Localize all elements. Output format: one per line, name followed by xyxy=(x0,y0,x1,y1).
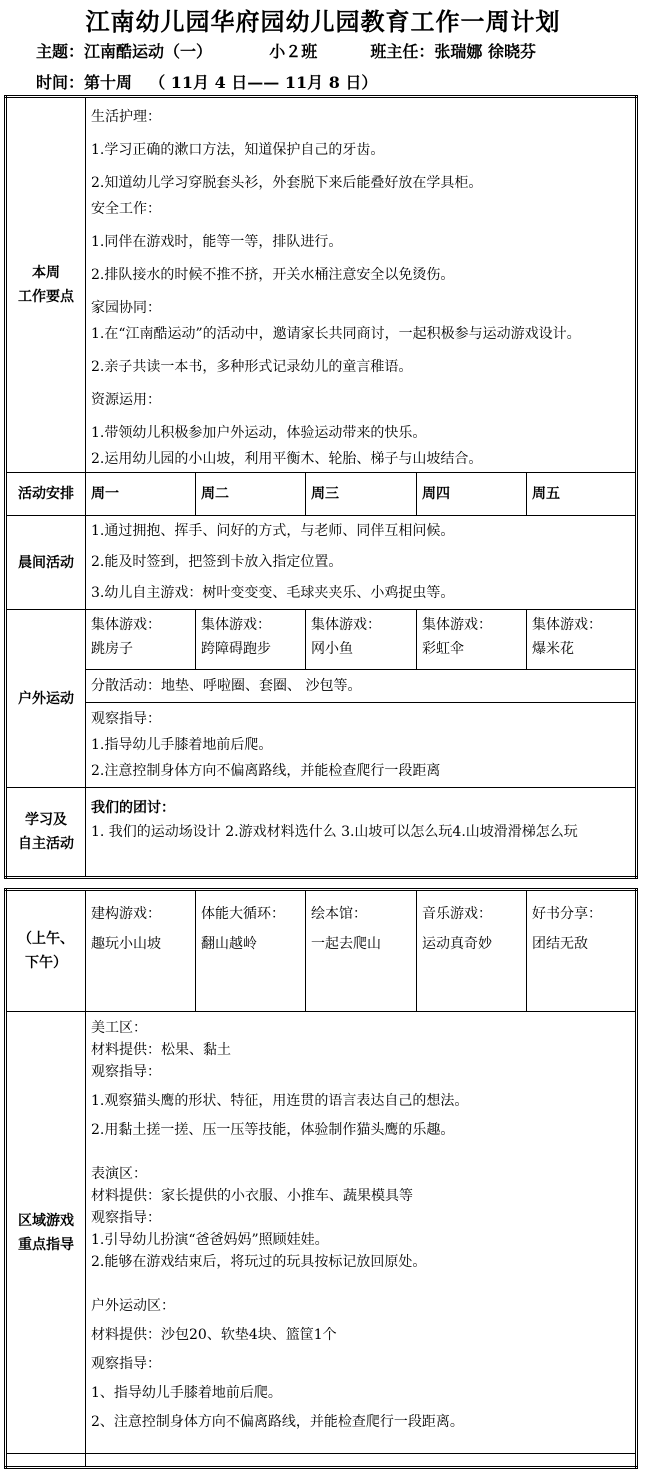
schedule-label: 活动安排 xyxy=(6,473,86,516)
activity-name: 趣玩小山坡 xyxy=(91,936,161,952)
activity-cell xyxy=(306,890,417,1012)
sport-materials: 材料提供：沙包20、软垫4块、篮筐1个 xyxy=(91,1327,337,1343)
outdoor-observe-line: 1.指导幼儿手膝着地前后爬。 xyxy=(91,737,273,753)
trailing-cell xyxy=(86,1454,637,1468)
key-point-line: 1.在“江南酷运动”的活动中，邀请家长共同商讨，一起积极参与运动游戏设计。 xyxy=(91,326,581,342)
study-label-line2: 自主活动 xyxy=(18,836,74,852)
group-game-cell xyxy=(196,610,306,670)
activity-name: 一起去爬山 xyxy=(311,936,381,952)
week-value: 第十周 xyxy=(84,73,133,92)
theme-line xyxy=(36,39,536,62)
group-game-name: 跨障碍跑步 xyxy=(201,641,271,657)
activity-cell xyxy=(196,890,306,1012)
theme-value: 江南酷运动（一） xyxy=(84,42,213,61)
group-game-title: 集体游戏： xyxy=(311,617,381,633)
activity-name: 翻山越岭 xyxy=(201,936,257,952)
group-game-name: 彩虹伞 xyxy=(422,641,464,657)
scattered-activities: 分散活动：地垫、呼啦圈、套圈、 沙包等。 xyxy=(86,670,637,703)
key-points-label xyxy=(6,97,86,473)
key-point-line: 安全工作： xyxy=(91,201,161,217)
theme-label: 主题： xyxy=(36,42,85,61)
teacher-names: 张瑞娜 徐晓芬 xyxy=(434,42,536,61)
art-observe: 观察指导： xyxy=(91,1064,161,1080)
key-points-label-line2: 工作要点 xyxy=(18,289,74,305)
key-points-row xyxy=(6,97,637,473)
outdoor-observe-row xyxy=(6,703,637,788)
activity-cell xyxy=(86,890,196,1012)
activity-title: 音乐游戏： xyxy=(422,906,492,922)
page-title: 江南幼儿园华府园幼儿园教育工作一周计划 xyxy=(85,7,561,36)
weekly-plan-table-lower xyxy=(4,888,638,1469)
key-points-content xyxy=(86,97,637,473)
art-observe-line: 1.观察猫头鹰的形状、特征，用连贯的语言表达自己的想法。 xyxy=(91,1093,469,1109)
key-point-line: 2.亲子共读一本书，多种形式记录幼儿的童言稚语。 xyxy=(91,359,413,375)
key-point-line: 1.学习正确的漱口方法，知道保护自己的牙齿。 xyxy=(91,142,385,158)
period-label-line2: 下午） xyxy=(25,955,67,971)
key-point-line: 资源运用： xyxy=(91,392,161,408)
sport-title: 户外运动区： xyxy=(91,1298,175,1314)
day-wednesday: 周三 xyxy=(306,473,417,516)
day-thursday: 周四 xyxy=(417,473,527,516)
time-label: 时间： xyxy=(36,73,85,92)
area-label-line1: 区域游戏 xyxy=(18,1212,74,1229)
group-game-cell xyxy=(417,610,527,670)
period-label xyxy=(6,890,86,1012)
outdoor-label: 户外运动 xyxy=(6,610,86,788)
key-point-line: 家园协同： xyxy=(91,300,161,316)
study-content xyxy=(86,788,637,878)
schedule-row xyxy=(6,473,637,516)
sport-observe: 观察指导： xyxy=(91,1356,161,1372)
trailing-row xyxy=(6,1454,637,1468)
art-title: 美工区： xyxy=(91,1020,147,1036)
time-line xyxy=(36,70,377,93)
activity-title: 体能大循环： xyxy=(201,906,285,922)
group-game-title: 集体游戏： xyxy=(532,617,602,633)
area-row xyxy=(6,1012,637,1454)
study-label-line1: 学习及 xyxy=(25,812,67,828)
study-row xyxy=(6,788,637,878)
outdoor-observe-line: 2.注意控制身体方向不偏离路线，并能检查爬行一段距离 xyxy=(91,763,441,779)
teacher-label: 班主任： xyxy=(370,42,435,61)
group-game-name: 爆米花 xyxy=(532,641,574,657)
perform-title: 表演区： xyxy=(91,1166,147,1182)
area-label-line2: 重点指导 xyxy=(18,1236,74,1253)
art-materials: 材料提供：松果、黏土 xyxy=(91,1042,231,1058)
study-label xyxy=(6,788,86,878)
morning-row xyxy=(6,516,637,610)
morning-label: 晨间活动 xyxy=(6,516,86,610)
activity-cell xyxy=(417,890,527,1012)
activity-cell xyxy=(527,890,637,1012)
trailing-cell xyxy=(6,1454,86,1468)
perform-observe: 观察指导： xyxy=(91,1210,161,1226)
key-points-label-line1: 本周 xyxy=(32,265,60,281)
perform-observe-line: 2.能够在游戏结束后，将玩过的玩具按标记放回原处。 xyxy=(91,1254,427,1270)
group-game-title: 集体游戏： xyxy=(91,617,161,633)
morning-line: 3.幼儿自主游戏：树叶变变变、毛球夹夹乐、小鸡捉虫等。 xyxy=(91,585,455,601)
key-point-line: 生活护理： xyxy=(91,109,161,125)
area-content xyxy=(86,1012,637,1454)
perform-materials: 材料提供：家长提供的小衣服、小推车、蔬果模具等 xyxy=(91,1188,413,1204)
day-friday: 周五 xyxy=(527,473,637,516)
weekly-plan-table-upper xyxy=(4,95,638,879)
group-game-title: 集体游戏： xyxy=(201,617,271,633)
group-game-cell xyxy=(86,610,196,670)
period-label-line1: （上午、 xyxy=(18,931,74,947)
morning-content xyxy=(86,516,637,610)
study-topics: 1. 我们的运动场设计 2.游戏材料选什么 3.山坡可以怎么玩4.山坡滑滑梯怎么玩 xyxy=(91,824,578,840)
activity-row xyxy=(6,890,637,1012)
group-game-cell xyxy=(527,610,637,670)
day-tuesday: 周二 xyxy=(196,473,306,516)
group-game-name: 跳房子 xyxy=(91,641,133,657)
activity-name: 运动真奇妙 xyxy=(422,936,492,952)
art-observe-line: 2.用黏土搓一搓、压一压等技能，体验制作猫头鹰的乐趣。 xyxy=(91,1122,455,1138)
day-monday: 周一 xyxy=(86,473,196,516)
outdoor-group-row xyxy=(6,610,637,670)
perform-observe-line: 1.引导幼儿扮演“爸爸妈妈”照顾娃娃。 xyxy=(91,1232,329,1248)
outdoor-observe-content xyxy=(86,703,637,788)
key-point-line: 1.同伴在游戏时，能等一等，排队进行。 xyxy=(91,234,343,250)
group-game-cell xyxy=(306,610,417,670)
key-point-line: 2.知道幼儿学习穿脱套头衫，外套脱下来后能叠好放在学具柜。 xyxy=(91,175,483,191)
activity-title: 建构游戏： xyxy=(91,906,161,922)
activity-name: 团结无敌 xyxy=(532,936,588,952)
group-game-name: 网小鱼 xyxy=(311,641,353,657)
morning-line: 1.通过拥抱、挥手、问好的方式，与老师、同伴互相问候。 xyxy=(91,523,455,539)
outdoor-scattered-row xyxy=(6,670,637,703)
area-label xyxy=(6,1012,86,1454)
sport-observe-line: 2、注意控制身体方向不偏离路线，并能检查爬行一段距离。 xyxy=(91,1414,464,1430)
key-point-line: 2.运用幼儿园的小山坡，利用平衡木、轮胎、梯子与山坡结合。 xyxy=(91,451,483,467)
sport-observe-line: 1、指导幼儿手膝着地前后爬。 xyxy=(91,1385,282,1401)
class-name: 小２班 xyxy=(269,42,318,61)
key-point-line: 2.排队接水的时候不推不挤，开关水桶注意安全以免烫伤。 xyxy=(91,267,455,283)
date-range: （ 11月 4 日—— 11月 8 日） xyxy=(149,73,378,92)
study-title: 我们的团讨： xyxy=(91,800,175,816)
activity-title: 好书分享： xyxy=(532,906,602,922)
activity-title: 绘本馆： xyxy=(311,906,367,922)
outdoor-observe-title: 观察指导： xyxy=(91,711,161,727)
morning-line: 2.能及时签到，把签到卡放入指定位置。 xyxy=(91,554,343,570)
group-game-title: 集体游戏： xyxy=(422,617,492,633)
key-point-line: 1.带领幼儿积极参加户外运动，体验运动带来的快乐。 xyxy=(91,425,427,441)
